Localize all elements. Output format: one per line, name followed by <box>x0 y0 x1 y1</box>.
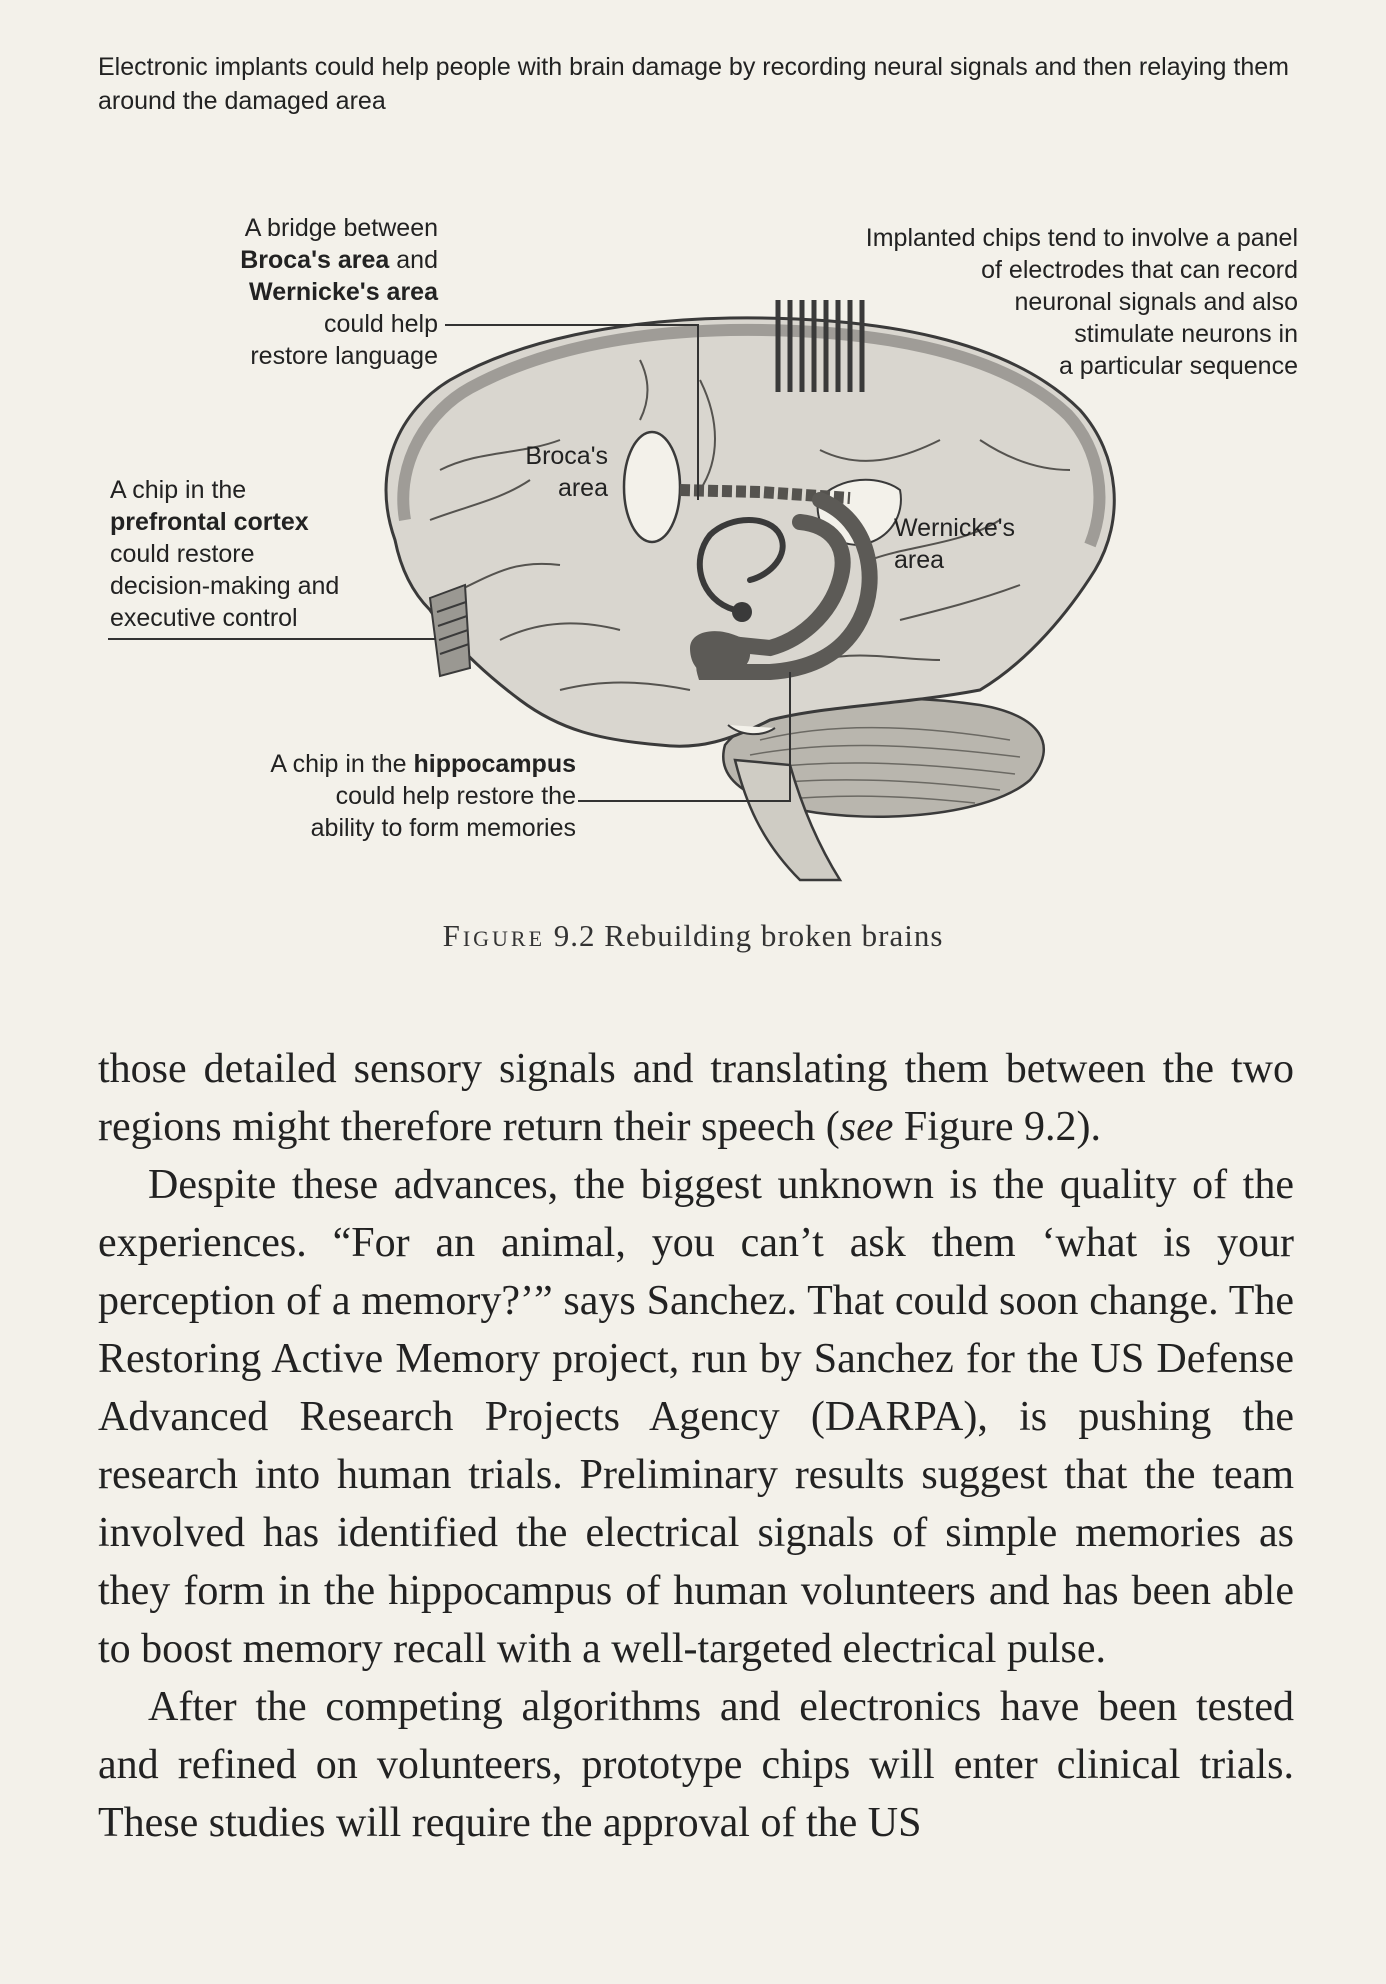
prefrontal-cortex-term: prefrontal cortex <box>110 508 309 536</box>
chips-label-line3: neuronal signals and also <box>1014 288 1298 316</box>
chips-label <box>760 222 1298 382</box>
paragraph-2: Despite these advances, the biggest unknown is the quality of the experiences. “For an animal, you can’t ask them ‘what is your perception of a memory?’” says Sanchez. That could soon change. The Restoring Active Memory project, run by Sanchez for the US Defense Advanced Research Projects Agency (DARPA), is pushing the research into human trials. Preliminary results suggest that the team involved has identified the electrical signals of simple memories as they form in the hippocampus of human volunteers and has been able to boost memory recall with a well-targeted electrical pulse. <box>98 1162 1294 1672</box>
bridge-label-line1: A bridge between <box>244 214 438 242</box>
prefrontal-label <box>110 474 339 634</box>
figure-caption-number: 9.2 <box>553 918 596 953</box>
prefrontal-label-line1: A chip in the <box>110 476 247 504</box>
prefrontal-label-line3: could restore <box>110 540 255 568</box>
brocas-area-label <box>480 440 608 504</box>
hippocampus-label-line1: A chip in the <box>270 750 414 778</box>
wernickes-area-label-line1: Wernicke's <box>894 514 1016 542</box>
hippocampus-term: hippocampus <box>413 750 576 778</box>
paragraph-1-text: those detailed sensory signals and translating them between the two regions might therefore return their speech ( <box>98 1046 1294 1150</box>
paragraph-1-italic: see <box>839 1104 894 1150</box>
figure-caption <box>0 918 1386 954</box>
body-text <box>98 1040 1294 1852</box>
hippocampus-label-line2: could help restore the <box>335 782 576 810</box>
figure-caption-prefix: Figure <box>442 918 546 953</box>
brocas-area-label-line2: area <box>557 474 608 502</box>
brocas-area-label-line1: Broca's <box>525 442 608 470</box>
hippocampus-node <box>732 602 752 622</box>
brocas-area-oval <box>624 432 680 542</box>
prefrontal-label-line5: executive control <box>110 604 298 632</box>
bridge-label-line2: and <box>389 246 438 274</box>
bridge-label-line4: could help <box>324 310 438 338</box>
brocas-area-term: Broca's area <box>240 246 390 274</box>
hippocampus-label-line3: ability to form memories <box>310 814 576 842</box>
chips-label-line1: Implanted chips tend to involve a panel <box>865 224 1298 252</box>
prefrontal-chip <box>430 585 470 676</box>
paragraph-1 <box>98 1040 1294 1156</box>
paragraph-1-end: Figure 9.2). <box>893 1104 1102 1150</box>
hippocampus-label <box>170 748 576 844</box>
chips-label-line2: of electrodes that can record <box>981 256 1298 284</box>
figure-caption-title: Rebuilding broken brains <box>604 918 944 953</box>
chips-label-line4: stimulate neurons in <box>1074 320 1298 348</box>
chips-label-line5: a particular sequence <box>1058 352 1298 380</box>
bridge-label-line5: restore language <box>250 342 438 370</box>
bridge-label <box>190 212 438 372</box>
wernickes-area-term: Wernicke's area <box>249 278 438 306</box>
wernickes-area-label-line2: area <box>894 546 945 574</box>
prefrontal-label-line4: decision-making and <box>110 572 340 600</box>
paragraph-3: After the competing algorithms and electronics have been tested and refined on volunteers, prototype chips will enter clinical trials. These studies will require the approval of the US <box>98 1684 1294 1846</box>
thalamus-shape <box>690 631 750 676</box>
wernickes-area-label <box>894 512 1015 576</box>
figure-top-caption: Electronic implants could help people with brain damage by recording neural signals and then relaying them around the damaged area <box>98 53 1289 115</box>
